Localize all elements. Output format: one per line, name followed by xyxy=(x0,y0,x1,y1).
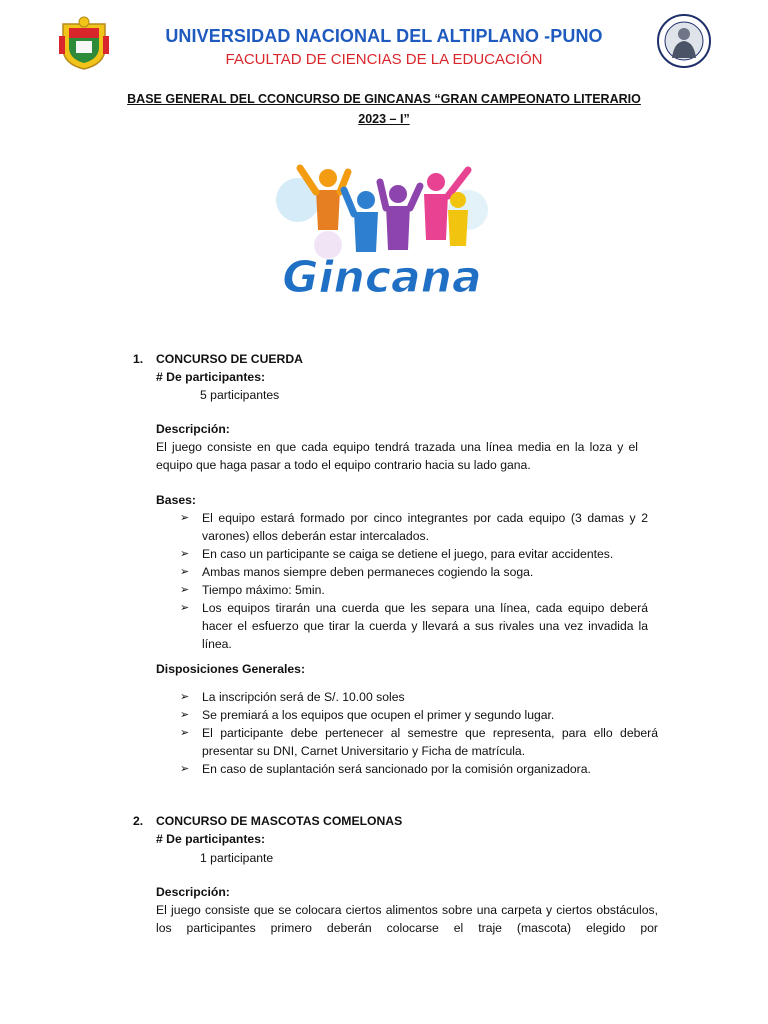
bullet-icon: ➢ xyxy=(180,512,190,524)
bullet-icon: ➢ xyxy=(180,584,190,596)
section1-participants-label: # De participantes: xyxy=(156,370,266,384)
faculty-seal-logo xyxy=(657,14,711,68)
document-title-line2: 2023 – I” xyxy=(358,112,410,126)
bullet-icon: ➢ xyxy=(180,566,190,578)
section1-description: El juego consiste en que cada equipo tendrá trazada una línea media en la loza y el equipo que haga pasar a todo el equipo contrario hacia su lado gana. xyxy=(156,440,638,472)
section2-description-label: Descripción: xyxy=(156,885,230,899)
university-name: UNIVERSIDAD NACIONAL DEL ALTIPLANO -PUNO xyxy=(165,26,603,46)
section1-base-item: Tiempo máximo: 5min. xyxy=(202,583,325,597)
section2-heading: CONCURSO DE MASCOTAS COMELONAS xyxy=(156,814,403,828)
section1-base-item: En caso un participante se caiga se detiene el juego, para evitar accidentes. xyxy=(202,547,614,561)
section1-base-item: El equipo estará formado por cinco integrantes por cada equipo (3 damas y 2 varones) ellos deberán estar intercalados. xyxy=(202,511,648,543)
section1-general-item: El participante debe pertenecer al semestre que representa, para ello deberá presentar su DNI, Carnet Universitario y Ficha de matrícula. xyxy=(202,726,658,758)
university-crest-logo xyxy=(57,14,111,70)
bullet-icon: ➢ xyxy=(180,548,190,560)
section2-participants-label: # De participantes: xyxy=(156,832,266,846)
section2-number: 2. xyxy=(133,814,144,828)
faculty-name: FACULTAD DE CIENCIAS DE LA EDUCACIÓN xyxy=(225,51,543,68)
section1-bases-label: Bases: xyxy=(156,493,196,507)
section1-number: 1. xyxy=(133,352,144,366)
section2-participants-value: 1 participante xyxy=(200,851,274,865)
bullet-icon: ➢ xyxy=(180,602,190,614)
section1-general-item: La inscripción será de S/. 10.00 soles xyxy=(202,690,405,704)
section1-general-item: En caso de suplantación será sancionado por la comisión organizadora. xyxy=(202,762,591,776)
bullet-icon: ➢ xyxy=(180,727,190,739)
section1-heading: CONCURSO DE CUERDA xyxy=(156,352,303,366)
bullet-icon: ➢ xyxy=(180,763,190,775)
gincana-word: Gincana xyxy=(282,252,482,303)
section1-participants-value: 5 participantes xyxy=(200,388,280,402)
document-title-line1: BASE GENERAL DEL CCONCURSO DE GINCANAS “GRAN CAMPEONATO LITERARIO xyxy=(127,92,641,106)
section1-general-item: Se premiará a los equipos que ocupen el primer y segundo lugar. xyxy=(202,708,555,722)
document-title xyxy=(100,89,668,129)
section1-description-label: Descripción: xyxy=(156,422,230,436)
section1-base-item: Los equipos tirarán una cuerda que les separa una línea, cada equipo deberá hacer el esfuerzo que tirar la cuerda y llevará a sus rivales una vez invadida la línea. xyxy=(202,601,648,651)
bullet-icon: ➢ xyxy=(180,709,190,721)
section1-base-item: Ambas manos siempre deben permaneces cogiendo la soga. xyxy=(202,565,534,579)
bullet-icon: ➢ xyxy=(180,691,190,703)
gincana-illustration xyxy=(268,160,496,310)
section2-description: El juego consiste que se colocara ciertos alimentos sobre una carpeta y ciertos obstáculos, los participantes primero deberán colocarse el traje (mascota) elegido por xyxy=(156,903,658,935)
section1-general-label: Disposiciones Generales: xyxy=(156,662,306,676)
